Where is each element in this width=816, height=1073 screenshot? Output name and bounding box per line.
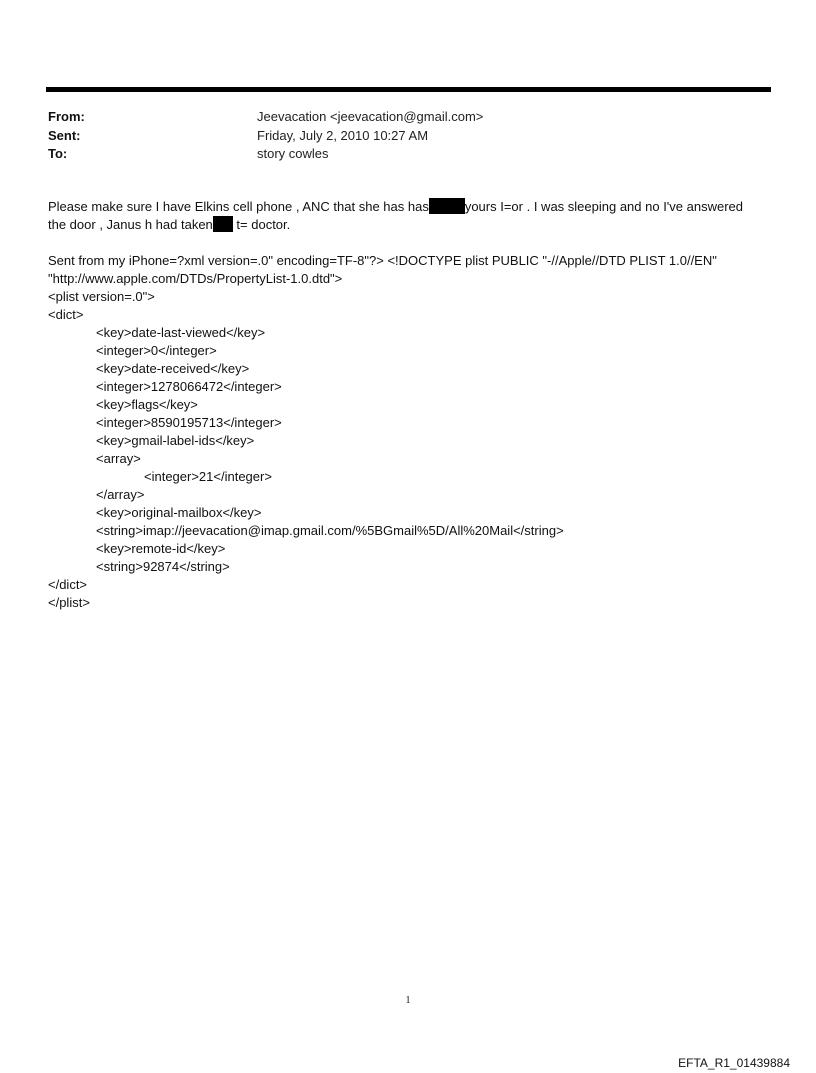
- message-paragraph: [48, 198, 768, 234]
- plist-line: <integer>0</integer>: [96, 343, 217, 358]
- plist-line: </array>: [96, 487, 145, 502]
- sent-row: [48, 127, 768, 146]
- plist-line: <array>: [96, 451, 141, 466]
- dtd-line: "http://www.apple.com/DTDs/PropertyList-1.0.dtd">: [48, 271, 343, 286]
- plist-line: <integer>8590195713</integer>: [96, 415, 282, 430]
- redaction-box: [429, 198, 465, 214]
- plist-line: <key>original-mailbox</key>: [96, 505, 262, 520]
- page-number: 1: [405, 995, 411, 1006]
- email-header: [48, 108, 768, 164]
- redaction-box: [213, 216, 233, 232]
- from-row: [48, 108, 768, 127]
- sent-label: Sent:: [48, 127, 81, 143]
- sent-from-line: Sent from my iPhone=?xml version=.0" encoding=TF-8"?> <!DOCTYPE plist PUBLIC "-//Apple//DTD PLIST 1.0//EN": [48, 253, 717, 268]
- plist-line: <key>remote-id</key>: [96, 541, 226, 556]
- from-value: Jeevacation <jeevacation@gmail.com>: [257, 109, 484, 124]
- to-label: To:: [48, 146, 68, 161]
- plist-line: <key>date-last-viewed</key>: [96, 325, 266, 340]
- from-label: From:: [48, 109, 85, 124]
- bates-number: EFTA_R1_01439884: [678, 1056, 790, 1070]
- plist-line: <string>92874</string>: [96, 559, 230, 574]
- plist-close-line: </plist>: [48, 595, 90, 610]
- message-text-1b: yours I=or . I was sleeping and no I've answered: [464, 199, 743, 214]
- dict-open-line: <dict>: [48, 307, 84, 322]
- to-row: [48, 145, 768, 164]
- plist-array-item: <integer>21</integer>: [144, 469, 272, 484]
- to-value: story cowles: [257, 146, 329, 161]
- message-text-1a: Please make sure I have Elkins cell phone , ANC that she has has: [48, 199, 429, 214]
- sent-value: Friday, July 2, 2010 10:27 AM: [257, 127, 429, 143]
- message-text-2b: t= doctor.: [236, 217, 291, 232]
- plist-line: <integer>1278066472</integer>: [96, 379, 282, 394]
- top-divider-rule: [46, 87, 771, 92]
- plist-open-line: <plist version=.0">: [48, 289, 155, 304]
- plist-line: <key>gmail-label-ids</key>: [96, 433, 255, 448]
- email-body: [48, 198, 768, 612]
- message-text-2a: the door , Janus h had taken: [48, 217, 213, 232]
- plist-line: <string>imap://jeevacation@imap.gmail.com/%5BGmail%5D/All%20Mail</string>: [96, 523, 564, 538]
- plist-line: <key>flags</key>: [96, 397, 198, 412]
- plist-line: <key>date-received</key>: [96, 361, 250, 376]
- dict-close-line: </dict>: [48, 577, 88, 592]
